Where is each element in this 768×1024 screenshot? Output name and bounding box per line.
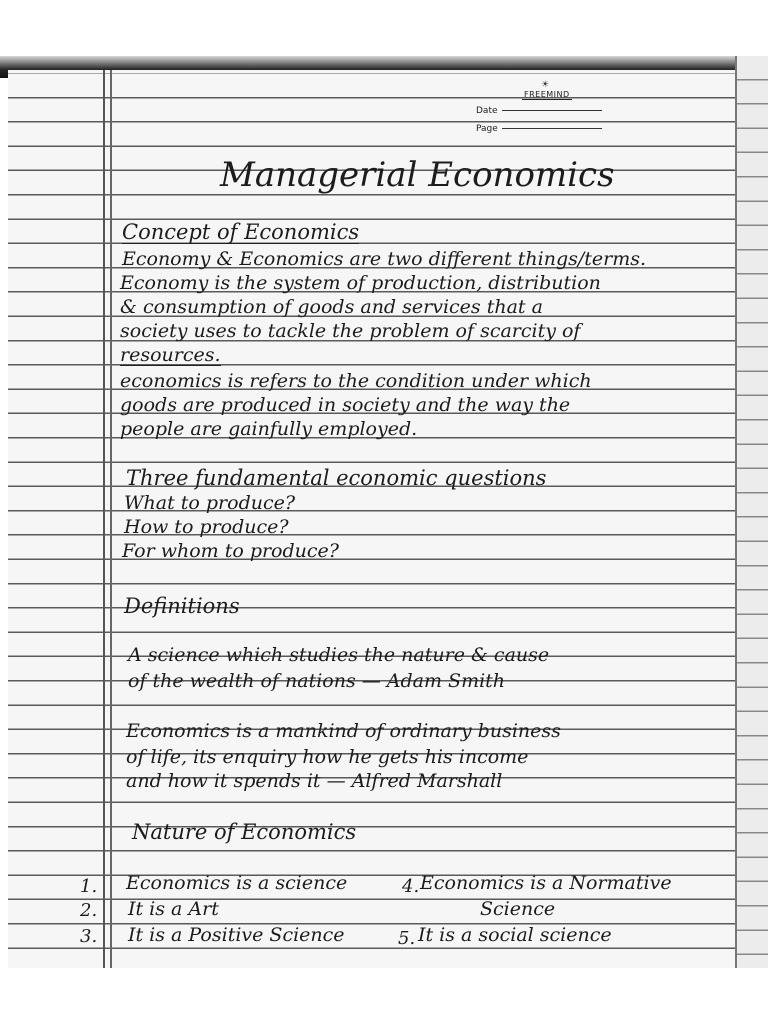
question-item: How to produce? (124, 516, 289, 538)
section-heading: Nature of Economics (132, 820, 357, 844)
section-heading: Definitions (124, 594, 240, 618)
list-number: 3. (80, 926, 98, 947)
text-line: people are gainfully employed. (120, 418, 418, 440)
ruled-paper (8, 70, 768, 968)
definition-line: of life, its enquiry how he gets his income (126, 746, 529, 768)
question-item: For whom to produce? (122, 540, 339, 562)
section-heading: Three fundamental economic questions (126, 466, 547, 490)
page-title: Managerial Economics (220, 155, 615, 195)
question-item: What to produce? (124, 492, 296, 514)
text-line: goods are produced in society and the way the (120, 394, 571, 416)
brand-label: FREEMIND (524, 90, 570, 99)
list-number: 2. (80, 900, 98, 921)
page-field: Page (476, 124, 602, 134)
list-item: It is a Art (128, 898, 219, 920)
list-number: 1. (80, 876, 98, 897)
list-item: It is a social science (418, 924, 612, 946)
brand-logo-icon: ☀ (541, 80, 550, 90)
list-number: 4. (402, 876, 420, 897)
date-field: Date (476, 106, 602, 116)
list-number: 5. (398, 928, 416, 949)
section-heading: Concept of Economics (122, 220, 360, 244)
next-page-edge (737, 56, 768, 968)
list-item: Economics is a science (126, 872, 348, 894)
text-line: economics is refers to the condition under which (120, 370, 592, 392)
list-item: Economics is a Normative (420, 872, 672, 894)
text-line: Economy & Economics are two different things/terms. (122, 248, 647, 270)
definition-line: of the wealth of nations — Adam Smith (128, 670, 506, 692)
list-item: Science (480, 898, 556, 920)
text-line: society uses to tackle the problem of scarcity of (120, 320, 581, 342)
definition-line: and how it spends it — Alfred Marshall (126, 770, 503, 792)
text-line: resources. (120, 344, 221, 366)
text-line: & consumption of goods and services that a (120, 296, 543, 318)
page-bottom (0, 968, 768, 1024)
margin-line (110, 70, 112, 968)
definition-line: A science which studies the nature & cause (128, 644, 550, 666)
margin-line (103, 70, 105, 968)
text-line: Economy is the system of production, distribution (120, 272, 601, 294)
list-item: It is a Positive Science (128, 924, 345, 946)
definition-line: Economics is a mankind of ordinary business (126, 720, 561, 742)
